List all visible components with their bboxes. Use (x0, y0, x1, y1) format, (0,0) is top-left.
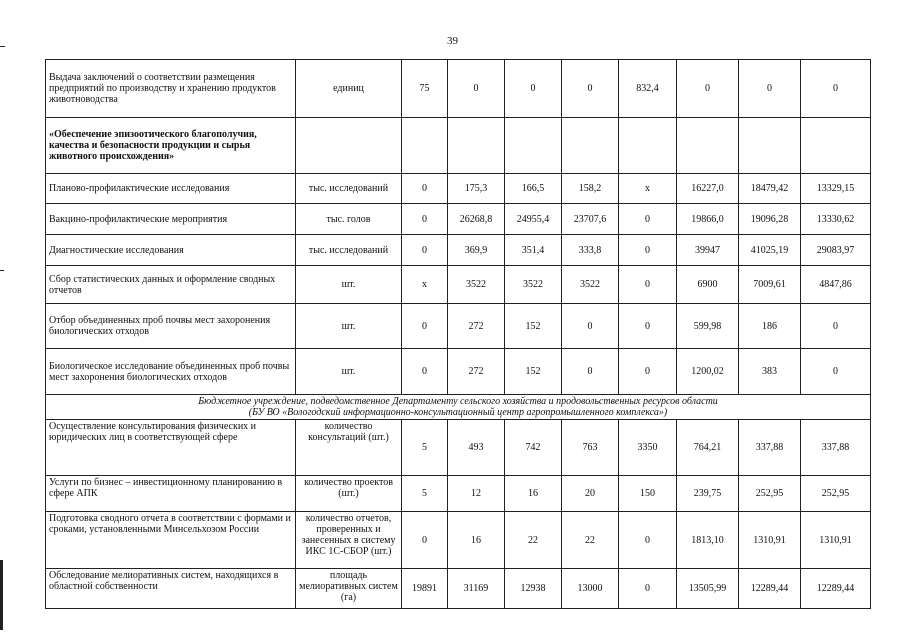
row-name: Биологическое исследование объединенных проб почвы мест захоронения биологических отходов (46, 349, 296, 395)
table-row (46, 349, 871, 395)
row-unit: количество отчетов, проверенных и занесенных в систему ИКС 1С-СБОР (шт.) (296, 512, 402, 569)
value-cell: х (402, 266, 448, 304)
page-number: 39 (447, 35, 458, 47)
value-cell: 175,3 (448, 174, 505, 204)
value-cell: 0 (619, 349, 677, 395)
value-cell: 0 (801, 304, 871, 349)
value-cell: 0 (619, 304, 677, 349)
value-cell: 152 (505, 349, 562, 395)
value-cell: 3350 (619, 420, 677, 476)
value-cell: 7009,61 (739, 266, 801, 304)
value-cell: 24955,4 (505, 204, 562, 235)
row-unit: площадь мелиоративных систем (га) (296, 569, 402, 609)
margin-mark-top (0, 46, 5, 47)
value-cell: 19096,28 (739, 204, 801, 235)
value-cell (505, 118, 562, 174)
value-cell: 5 (402, 420, 448, 476)
row-name: Диагностические исследования (46, 235, 296, 266)
value-cell: 337,88 (801, 420, 871, 476)
value-cell: 0 (505, 60, 562, 118)
row-unit: шт. (296, 266, 402, 304)
table-row (46, 204, 871, 235)
value-cell: 252,95 (801, 476, 871, 512)
value-cell: 0 (619, 266, 677, 304)
value-cell: 3522 (448, 266, 505, 304)
table-row (46, 266, 871, 304)
row-unit (296, 118, 402, 174)
value-cell: 272 (448, 304, 505, 349)
value-cell: 16 (505, 476, 562, 512)
value-cell: 0 (402, 235, 448, 266)
row-name: Подготовка сводного отчета в соответствии с формами и сроками, установленными Минсельхозом России (46, 512, 296, 569)
value-cell: 0 (619, 512, 677, 569)
row-unit: тыс. исследований (296, 235, 402, 266)
row-name: Отбор объединенных проб почвы мест захоронения биологических отходов (46, 304, 296, 349)
value-cell: 1310,91 (739, 512, 801, 569)
value-cell: 252,95 (739, 476, 801, 512)
value-cell: 0 (402, 512, 448, 569)
row-name: Осуществление консультирования физических и юридических лиц в соответствующей сфере (46, 420, 296, 476)
value-cell: 13329,15 (801, 174, 871, 204)
row-name: Услуги по бизнес – инвестиционному планированию в сфере АПК (46, 476, 296, 512)
row-name: Планово-профилактические исследования (46, 174, 296, 204)
table-row (46, 174, 871, 204)
value-cell: 16227,0 (677, 174, 739, 204)
value-cell: 0 (677, 60, 739, 118)
value-cell: 0 (801, 349, 871, 395)
value-cell: 13330,62 (801, 204, 871, 235)
value-cell (562, 118, 619, 174)
value-cell: 239,75 (677, 476, 739, 512)
value-cell: 12938 (505, 569, 562, 609)
value-cell (677, 118, 739, 174)
section-line-1: Бюджетное учреждение, подведомственное Департаменту сельского хозяйства и продовольственных ресурсов области (198, 396, 718, 407)
row-name: Сбор статистических данных и оформление сводных отчетов (46, 266, 296, 304)
section-line-2: (БУ ВО «Вологодский информационно-консультационный центр агропромышленного комплекса») (248, 407, 668, 418)
value-cell: 20 (562, 476, 619, 512)
value-cell: 152 (505, 304, 562, 349)
row-unit: шт. (296, 304, 402, 349)
value-cell: 1310,91 (801, 512, 871, 569)
value-cell: 158,2 (562, 174, 619, 204)
table-row (46, 60, 871, 118)
scan-edge-mark (0, 560, 3, 630)
value-cell: 0 (402, 304, 448, 349)
table-row (46, 569, 871, 609)
value-cell: 12289,44 (739, 569, 801, 609)
value-cell: 3522 (505, 266, 562, 304)
value-cell: 272 (448, 349, 505, 395)
value-cell (402, 118, 448, 174)
value-cell: 383 (739, 349, 801, 395)
section-header (46, 395, 871, 420)
value-cell (739, 118, 801, 174)
value-cell: 0 (739, 60, 801, 118)
value-cell: 22 (562, 512, 619, 569)
value-cell: 41025,19 (739, 235, 801, 266)
row-name: Обследование мелиоративных систем, находящихся в областной собственности (46, 569, 296, 609)
value-cell: 369,9 (448, 235, 505, 266)
row-name: Вакцино-профилактические мероприятия (46, 204, 296, 235)
value-cell: 0 (402, 349, 448, 395)
value-cell: 1200,02 (677, 349, 739, 395)
value-cell: 493 (448, 420, 505, 476)
value-cell: 764,21 (677, 420, 739, 476)
value-cell: 0 (448, 60, 505, 118)
value-cell: 31169 (448, 569, 505, 609)
value-cell: 6900 (677, 266, 739, 304)
value-cell: 0 (562, 60, 619, 118)
value-cell: 5 (402, 476, 448, 512)
value-cell: 0 (619, 235, 677, 266)
value-cell: 0 (562, 304, 619, 349)
value-cell: 16 (448, 512, 505, 569)
data-table (45, 59, 871, 609)
table-row (46, 235, 871, 266)
value-cell: 13505,99 (677, 569, 739, 609)
value-cell (801, 118, 871, 174)
value-cell: 186 (739, 304, 801, 349)
value-cell: 19891 (402, 569, 448, 609)
row-unit: количество консультаций (шт.) (296, 420, 402, 476)
value-cell: 13000 (562, 569, 619, 609)
row-unit: тыс. исследований (296, 174, 402, 204)
value-cell: 12 (448, 476, 505, 512)
value-cell (448, 118, 505, 174)
value-cell: 4847,86 (801, 266, 871, 304)
value-cell: 150 (619, 476, 677, 512)
value-cell: 39947 (677, 235, 739, 266)
value-cell: 75 (402, 60, 448, 118)
value-cell: 0 (562, 349, 619, 395)
margin-mark-middle (0, 270, 4, 271)
row-name: Выдача заключений о соответствии размещения предприятий по производству и хранению продуктов животноводства (46, 60, 296, 118)
section-header-row (46, 395, 871, 420)
value-cell: 742 (505, 420, 562, 476)
value-cell: 351,4 (505, 235, 562, 266)
value-cell: 0 (619, 569, 677, 609)
value-cell: 0 (619, 204, 677, 235)
table-row (46, 304, 871, 349)
row-unit: количество проектов (шт.) (296, 476, 402, 512)
value-cell: 763 (562, 420, 619, 476)
row-unit: тыс. голов (296, 204, 402, 235)
value-cell: 3522 (562, 266, 619, 304)
value-cell: 0 (801, 60, 871, 118)
value-cell: 12289,44 (801, 569, 871, 609)
value-cell: 22 (505, 512, 562, 569)
value-cell: 337,88 (739, 420, 801, 476)
value-cell: 0 (402, 204, 448, 235)
value-cell: х (619, 174, 677, 204)
value-cell: 19866,0 (677, 204, 739, 235)
row-unit: единиц (296, 60, 402, 118)
value-cell: 26268,8 (448, 204, 505, 235)
table-row (46, 512, 871, 569)
value-cell: 599,98 (677, 304, 739, 349)
value-cell: 1813,10 (677, 512, 739, 569)
value-cell: 832,4 (619, 60, 677, 118)
value-cell: 18479,42 (739, 174, 801, 204)
value-cell: 333,8 (562, 235, 619, 266)
row-unit: шт. (296, 349, 402, 395)
value-cell: 166,5 (505, 174, 562, 204)
row-name: «Обеспечение эпизоотического благополучия, качества и безопасности продукции и сырья животного происхождения» (46, 118, 296, 174)
value-cell: 29083,97 (801, 235, 871, 266)
value-cell (619, 118, 677, 174)
table-row (46, 420, 871, 476)
table-row (46, 476, 871, 512)
value-cell: 23707,6 (562, 204, 619, 235)
table-row (46, 118, 871, 174)
value-cell: 0 (402, 174, 448, 204)
